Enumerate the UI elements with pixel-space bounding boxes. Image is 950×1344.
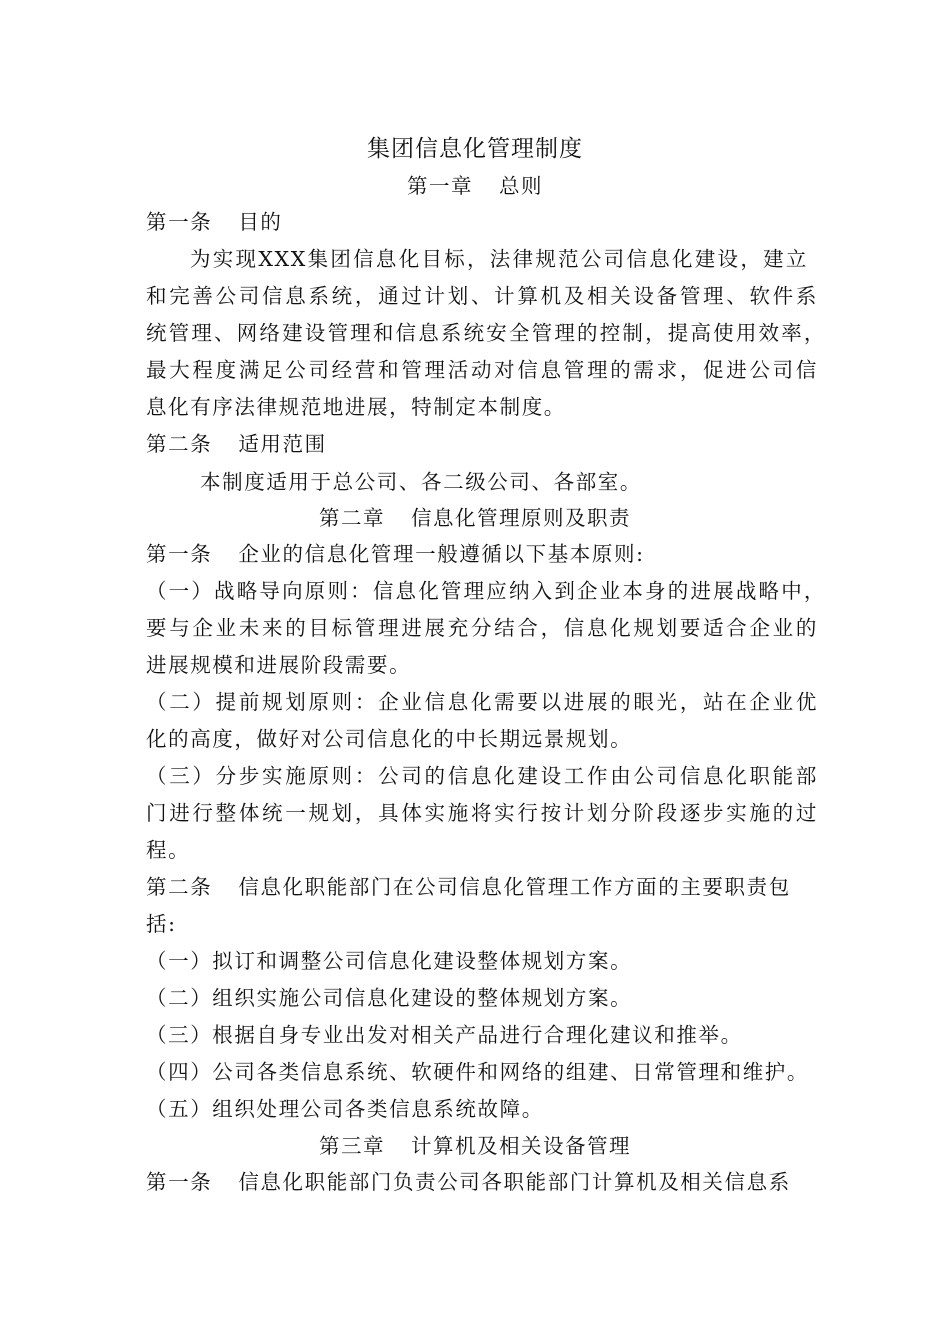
list-item: （四）公司各类信息系统、软硬件和网络的组建、日常管理和维护。 xyxy=(146,1060,809,1084)
paragraph-line: 门进行整体统一规划，具体实施将实行按计划分阶段逐步实施的过 xyxy=(146,801,818,825)
chapter-heading xyxy=(0,1128,950,1164)
chapter-heading xyxy=(0,168,950,204)
paragraph-line: （一）战略导向原则：信息化管理应纳入到企业本身的进展战略中， xyxy=(146,579,826,603)
article-number: 第二条 xyxy=(146,432,213,456)
article-heading xyxy=(146,536,818,572)
chapter-number: 第一章 xyxy=(407,174,473,198)
article-number: 第一条 xyxy=(146,1170,213,1194)
article-title: 企业的信息化管理一般遵循以下基本原则: xyxy=(238,542,645,566)
paragraph-line: （二）提前规划原则：企业信息化需要以进展的眼光，站在企业优 xyxy=(146,690,818,714)
article-number: 第二条 xyxy=(146,875,213,899)
article-heading xyxy=(146,1164,818,1200)
chapter-number: 第二章 xyxy=(319,506,385,530)
paragraph-line: 括: xyxy=(146,912,177,936)
paragraph-line: 统管理、网络建设管理和信息系统安全管理的控制，提高使用效率， xyxy=(146,321,826,345)
article-title: 适用范围 xyxy=(238,432,327,456)
paragraph-line: 进展规模和进展阶段需要。 xyxy=(146,653,412,677)
article-heading xyxy=(146,204,818,240)
paragraph-line: 程。 xyxy=(146,838,191,862)
chapter-number: 第三章 xyxy=(319,1134,385,1158)
paragraph-line: 和完善公司信息系统，通过计划、计算机及相关设备管理、软件系 xyxy=(146,284,818,308)
article-heading xyxy=(146,869,818,905)
article-number: 第一条 xyxy=(146,542,213,566)
article-number: 第一条 xyxy=(146,210,213,234)
list-item: （二）组织实施公司信息化建设的整体规划方案。 xyxy=(146,986,633,1010)
paragraph-line: 息化有序法律规范地进展，特制定本制度。 xyxy=(146,395,566,419)
document-title: 集团信息化管理制度 xyxy=(367,136,583,162)
chapter-name: 计算机及相关设备管理 xyxy=(411,1134,631,1158)
paragraph-line: 要与企业未来的目标管理进展充分结合，信息化规划要适合企业的 xyxy=(146,616,818,640)
paragraph-line: 最大程度满足公司经营和管理活动对信息管理的需求，促进公司信 xyxy=(146,358,818,382)
list-item: （一）拟订和调整公司信息化建设整体规划方案。 xyxy=(146,949,633,973)
article-title: 信息化职能部门在公司信息化管理工作方面的主要职责包 xyxy=(238,875,791,899)
article-heading xyxy=(146,426,818,462)
paragraph-line: （三）分步实施原则：公司的信息化建设工作由公司信息化职能部 xyxy=(146,764,818,788)
list-item: （三）根据自身专业出发对相关产品进行合理化建议和推举。 xyxy=(146,1023,743,1047)
article-title: 目的 xyxy=(238,210,283,234)
paragraph-line: 为实现XXX集团信息化目标，法律规范公司信息化建设，建立 xyxy=(190,247,808,271)
article-title: 信息化职能部门负责公司各职能部门计算机及相关信息系 xyxy=(238,1170,791,1194)
paragraph-line: 化的高度，做好对公司信息化的中长期远景规划。 xyxy=(146,727,633,751)
chapter-heading xyxy=(0,500,950,536)
list-item: （五）组织处理公司各类信息系统故障。 xyxy=(146,1097,544,1121)
chapter-name: 信息化管理原则及职责 xyxy=(411,506,631,530)
chapter-name: 总则 xyxy=(499,174,543,198)
paragraph-line: 本制度适用于总公司、各二级公司、各部室。 xyxy=(200,470,642,494)
